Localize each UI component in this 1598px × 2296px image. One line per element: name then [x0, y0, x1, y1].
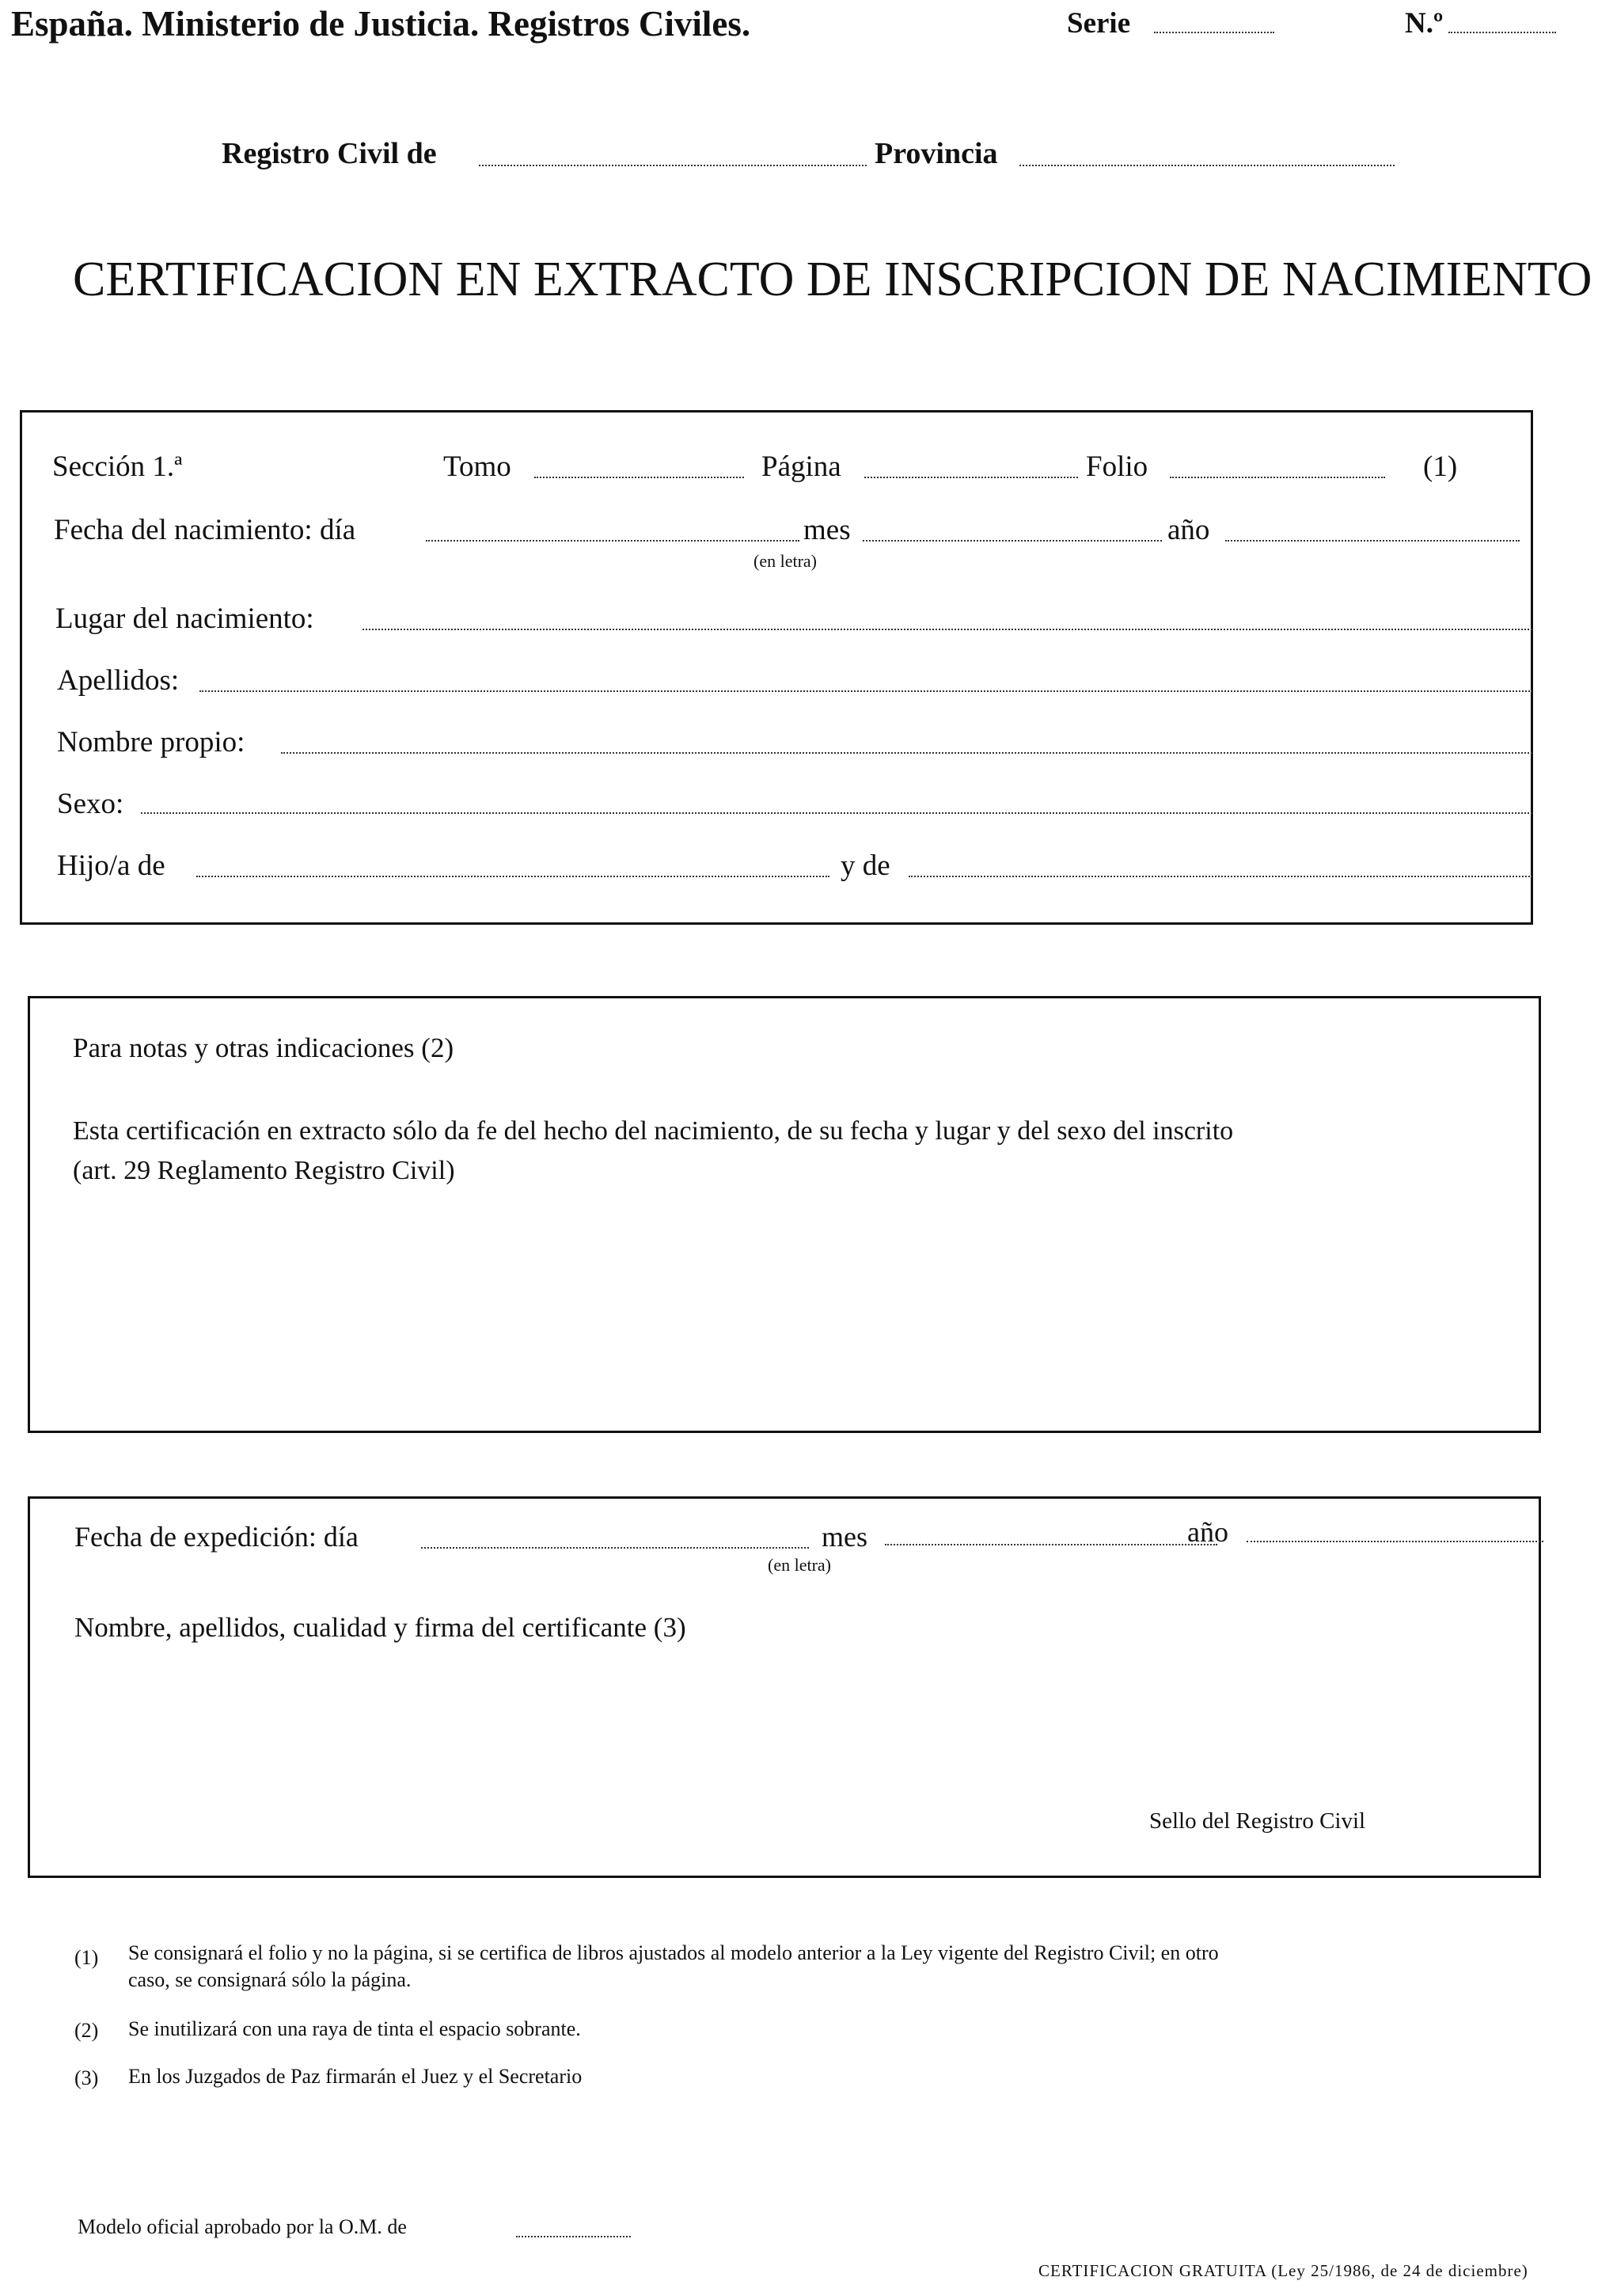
notas-text-line1: Esta certificación en extracto sólo da fe del hecho del nacimiento, de su fecha y lugar y del sexo del inscrito [73, 1116, 1234, 1146]
gratuita-note: CERTIFICACION GRATUITA (Ley 25/1986, de 24 de diciembre) [1038, 2261, 1528, 2280]
footnote-3-line1: En los Juzgados de Paz firmarán el Juez y el Secretario [128, 2065, 583, 2088]
header-title: España. Ministerio de Justicia. Registros Civiles. [11, 4, 751, 44]
footnote-2-num: (2) [74, 2019, 99, 2042]
note-ref-1: (1) [1423, 450, 1458, 483]
modelo-label: Modelo oficial aprobado por la O.M. de [78, 2215, 407, 2238]
provincia-label: Provincia [875, 137, 998, 170]
registro-label: Registro Civil de [222, 137, 437, 170]
serie-field[interactable] [1154, 32, 1274, 33]
tomo-field[interactable] [534, 477, 744, 478]
footnote-1-num: (1) [74, 1946, 99, 1969]
lugar-label: Lugar del nacimiento: [55, 603, 314, 635]
mes-nacimiento-field[interactable] [863, 540, 1162, 542]
nombre-field[interactable] [281, 752, 1532, 754]
document-title: CERTIFICACION EN EXTRACTO DE INSCRIPCION DE NACIMIENTO [73, 253, 1592, 306]
anio-expedicion-field[interactable] [1247, 1541, 1543, 1542]
mes-expedicion-label: mes [822, 1521, 867, 1553]
notas-text-line2: (art. 29 Reglamento Registro Civil) [73, 1156, 455, 1185]
hijo-label: Hijo/a de [57, 850, 165, 882]
seccion-label: Sección 1.ª [52, 450, 183, 483]
fecha-nacimiento-label: Fecha del nacimiento: día [54, 514, 356, 546]
tomo-label: Tomo [443, 450, 511, 483]
footnote-3-num: (3) [74, 2066, 99, 2089]
modelo-field[interactable] [516, 2236, 631, 2237]
footnote-1-line2: caso, se consignará sólo la página. [128, 1968, 412, 1991]
fecha-expedicion-label: Fecha de expedición: día [74, 1521, 359, 1553]
footnote-1-line1: Se consignará el folio y no la página, si se certifica de libros ajustados al modelo anterior a la Ley vigente del Registro Civil; en otro [128, 1941, 1219, 1964]
apellidos-field[interactable] [199, 690, 1532, 692]
padre-field[interactable] [196, 876, 829, 877]
sello-label: Sello del Registro Civil [1149, 1808, 1366, 1834]
numero-label: N.º [1405, 7, 1444, 40]
inscripcion-box [20, 410, 1533, 925]
dia-nacimiento-field[interactable] [426, 540, 799, 542]
dia-expedicion-field[interactable] [421, 1547, 809, 1549]
mes-expedicion-field[interactable] [885, 1544, 1217, 1545]
pagina-label: Página [761, 450, 841, 483]
notas-title: Para notas y otras indicaciones (2) [73, 1032, 454, 1063]
nombre-label: Nombre propio: [57, 726, 245, 758]
numero-field[interactable] [1448, 32, 1556, 33]
lugar-field[interactable] [362, 629, 1532, 630]
serie-label: Serie [1067, 7, 1131, 40]
folio-field[interactable] [1170, 477, 1385, 478]
madre-field[interactable] [909, 876, 1532, 877]
y-de-label: y de [841, 850, 890, 882]
mes-nacimiento-label: mes [803, 514, 851, 546]
folio-label: Folio [1086, 450, 1148, 483]
sexo-label: Sexo: [57, 788, 124, 820]
provincia-field[interactable] [1019, 165, 1395, 166]
firma-label: Nombre, apellidos, cualidad y firma del certificante (3) [74, 1612, 686, 1643]
apellidos-label: Apellidos: [57, 664, 180, 697]
sexo-field[interactable] [141, 812, 1532, 814]
en-letra-note: (en letra) [753, 551, 817, 571]
anio-nacimiento-label: año [1167, 514, 1210, 546]
en-letra-expedicion: (en letra) [768, 1555, 831, 1575]
anio-expedicion-label: año [1187, 1516, 1228, 1548]
footnote-2-line1: Se inutilizará con una raya de tinta el espacio sobrante. [128, 2017, 581, 2040]
anio-nacimiento-field[interactable] [1225, 540, 1520, 542]
pagina-field[interactable] [864, 477, 1078, 478]
registro-field[interactable] [479, 165, 867, 166]
